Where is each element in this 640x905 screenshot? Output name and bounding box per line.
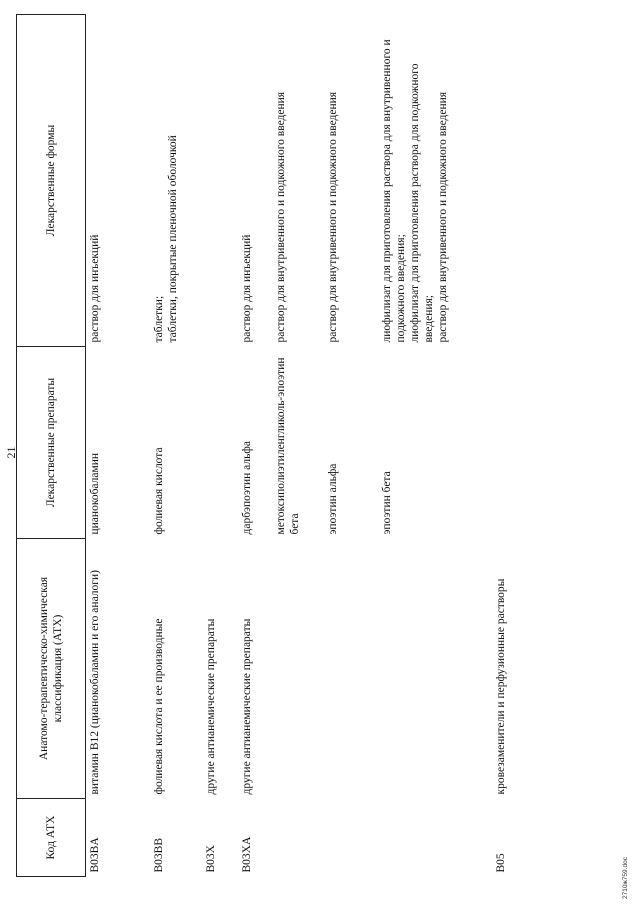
table-row: [324, 15, 378, 877]
cell-code: B03BA: [89, 837, 101, 873]
header-classification: Анатомо-терапевтическо-химическая классификация (АТХ): [17, 539, 86, 799]
table-row: [238, 15, 272, 877]
table-row: [150, 15, 202, 877]
table-row: [272, 15, 324, 877]
cell-form: лиофилизат для приготовления раствора для внутривенного и подкожного введения; лиофилизат для приготовления раствора для подкожного введения; раствор для внутривенного и подкожного введения: [380, 39, 449, 343]
cell-form: раствор для инъекций: [89, 234, 101, 343]
cell-drug: цианокобаламин: [89, 452, 101, 535]
header-drugs: Лекарственные препараты: [17, 347, 86, 539]
cell-form: раствор для инъекций: [240, 234, 253, 343]
cell-class: [272, 539, 324, 799]
cell-code: [272, 799, 324, 877]
cell-class: кровезаменители и перфузионные растворы: [494, 578, 507, 795]
cell-drug: эпоэтин бета: [380, 471, 393, 535]
header-forms: Лекарственные формы: [17, 15, 86, 347]
cell-class: фолиевая кислота и ее производные: [152, 618, 165, 795]
table-row: [86, 15, 150, 877]
table-row: [378, 15, 492, 877]
cell-class: [378, 539, 492, 799]
header-code: Код АТХ: [17, 799, 86, 877]
cell-drug: [492, 347, 532, 539]
footer-filename: 2710ж759.doc: [622, 857, 629, 899]
table-row: [202, 15, 238, 877]
cell-code: B03X: [204, 845, 217, 873]
cell-form: таблетки; таблетки, покрытые пленочной оболочкой: [152, 135, 179, 343]
cell-drug: [202, 347, 238, 539]
cell-drug: дарбэпоэтин альфа: [240, 441, 253, 535]
cell-form: раствор для внутривенного и подкожного введения: [274, 91, 287, 343]
cell-form: раствор для внутривенного и подкожного введения: [326, 91, 339, 343]
atx-table: [16, 14, 532, 877]
cell-drug: эпоэтин альфа: [326, 463, 339, 535]
cell-class: [324, 539, 378, 799]
cell-class: другие антианемические препараты: [240, 618, 253, 795]
cell-class: другие антианемические препараты: [204, 618, 217, 795]
cell-form: [202, 15, 238, 347]
cell-drug: метоксиполиэтиленгликоль-эпоэтин бета: [274, 357, 301, 535]
cell-code: B03BB: [152, 837, 165, 873]
cell-code: B05: [494, 853, 507, 873]
cell-code: B03XA: [240, 836, 253, 873]
cell-form: [492, 15, 532, 347]
cell-drug: фолиевая кислота: [152, 447, 165, 535]
table-row: [492, 15, 532, 877]
page-number: 21: [4, 446, 18, 459]
cell-code: [378, 799, 492, 877]
cell-class: витамин B12 (цианокобаламин и его аналоги): [89, 570, 101, 795]
table-header-row: [17, 15, 86, 877]
cell-code: [324, 799, 378, 877]
